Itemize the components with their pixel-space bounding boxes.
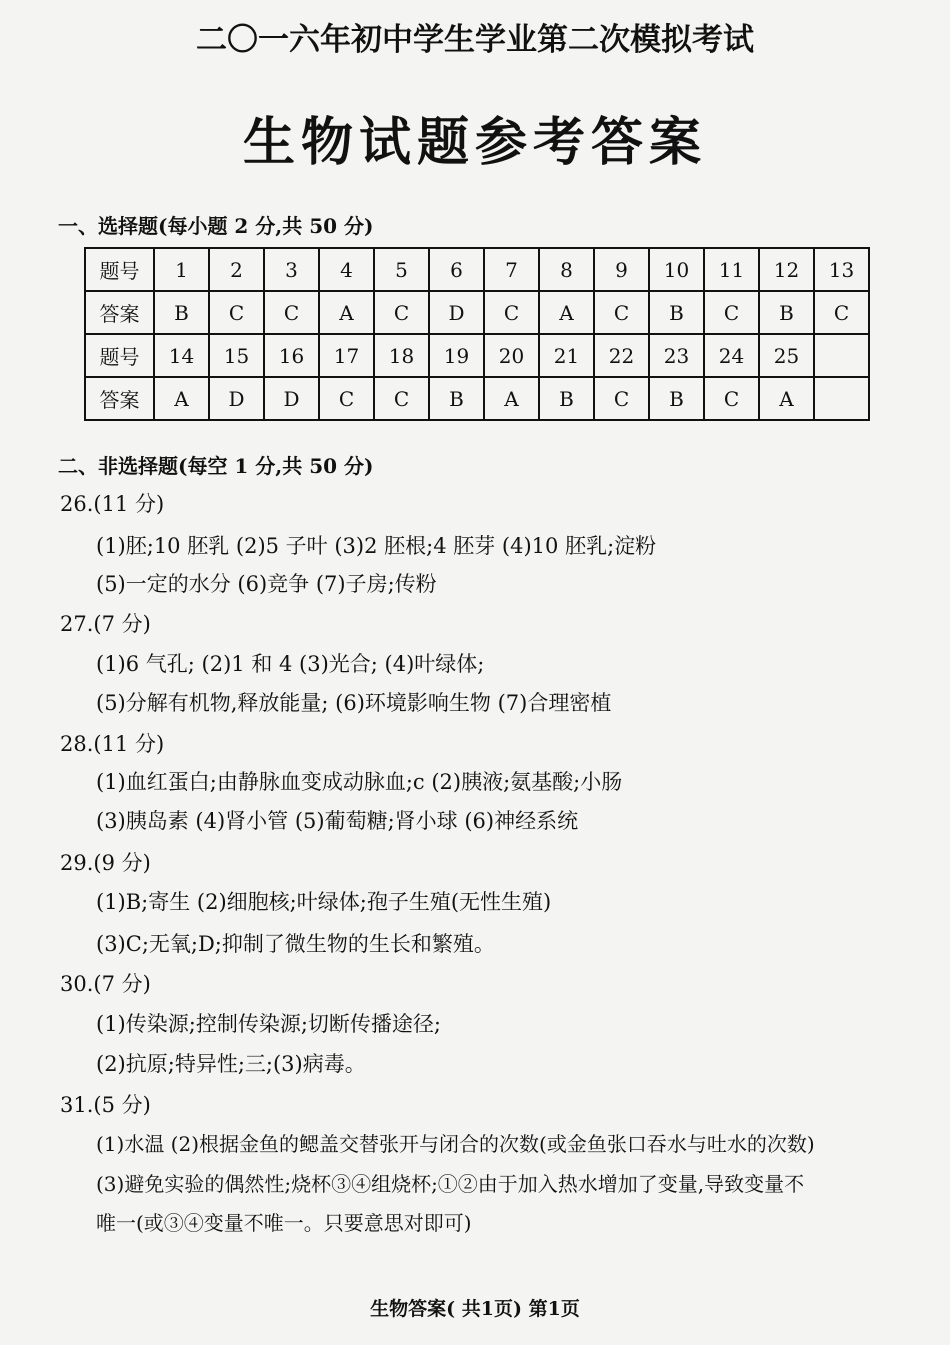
question-number: 23 [649,334,704,377]
page-title: 生物试题参考答案 [242,112,707,173]
answer-line: (2)抗原;特异性;三;(3)病毒。 [96,1052,366,1076]
answer-line: (3)避免实验的偶然性;烧杯③④组烧杯;①②由于加入热水增加了变量,导致变量不 [96,1172,805,1196]
exam-title: 二〇一六年初中学生学业第二次模拟考试 [196,22,754,58]
page-footer: 生物答案( 共1页) 第1页 [370,1298,580,1320]
question-number: 10 [649,248,704,291]
answer-cell: C [594,377,649,420]
row-label: 答案 [85,291,154,334]
answer-cell: B [154,291,209,334]
question-number: 5 [374,248,429,291]
answer-cell: B [429,377,484,420]
question-number: 4 [319,248,374,291]
question-number: 12 [759,248,814,291]
answer-line: (1)血红蛋白;由静脉血变成动脉血;c (2)胰液;氨基酸;小肠 [96,770,623,794]
question-number: 8 [539,248,594,291]
answer-cell: C [209,291,264,334]
question-number: 22 [594,334,649,377]
question-number [814,334,869,377]
question-number: 9 [594,248,649,291]
answer-line: (3)胰岛素 (4)肾小管 (5)葡萄糖;肾小球 (6)神经系统 [96,809,579,833]
row-label: 题号 [85,334,154,377]
question-number: 13 [814,248,869,291]
table-row [85,334,869,377]
question-title: 29.(9 分) [60,851,151,875]
row-label: 答案 [85,377,154,420]
question-number: 11 [704,248,759,291]
question-number: 6 [429,248,484,291]
answer-cell: B [759,291,814,334]
question-number: 2 [209,248,264,291]
answer-cell: C [704,291,759,334]
question-number: 17 [319,334,374,377]
answer-cell: A [484,377,539,420]
answer-cell: C [814,291,869,334]
section1-heading: 一、选择题(每小题 2 分,共 50 分) [58,214,374,238]
question-number: 24 [704,334,759,377]
question-number: 3 [264,248,319,291]
answer-line: (1)水温 (2)根据金鱼的鳃盖交替张开与闭合的次数(或金鱼张口吞水与吐水的次数) [96,1132,815,1156]
section2-heading: 二、非选择题(每空 1 分,共 50 分) [58,454,374,478]
question-number: 18 [374,334,429,377]
answer-line: (5)一定的水分 (6)竞争 (7)子房;传粉 [96,572,437,596]
question-number: 7 [484,248,539,291]
question-number: 20 [484,334,539,377]
row-label: 题号 [85,248,154,291]
answer-line: (1)6 气孔; (2)1 和 4 (3)光合; (4)叶绿体; [96,652,485,676]
question-title: 27.(7 分) [60,612,151,636]
table-row [85,377,869,420]
answer-cell: B [649,377,704,420]
answer-line: (3)C;无氧;D;抑制了微生物的生长和繁殖。 [96,932,495,956]
answer-cell: A [154,377,209,420]
answer-cell: B [539,377,594,420]
answer-cell: D [429,291,484,334]
answer-line: (1)B;寄生 (2)细胞核;叶绿体;孢子生殖(无性生殖) [96,890,552,914]
question-number: 1 [154,248,209,291]
question-number: 19 [429,334,484,377]
answer-cell: C [264,291,319,334]
question-title: 26.(11 分) [60,492,165,516]
answer-cell: A [759,377,814,420]
answer-cell [814,377,869,420]
question-number: 14 [154,334,209,377]
answer-cell: A [539,291,594,334]
question-title: 31.(5 分) [60,1093,151,1117]
answer-cell: C [704,377,759,420]
answer-cell: C [374,377,429,420]
question-number: 15 [209,334,264,377]
table-row [85,291,869,334]
question-title: 28.(11 分) [60,732,165,756]
answer-line: (5)分解有机物,释放能量; (6)环境影响生物 (7)合理密植 [96,691,612,715]
answer-line: (1)传染源;控制传染源;切断传播途径; [96,1012,441,1036]
answer-cell: D [209,377,264,420]
question-number: 21 [539,334,594,377]
answer-cell: D [264,377,319,420]
answer-cell: C [374,291,429,334]
table-row [85,248,869,291]
answer-table [84,247,870,421]
question-number: 16 [264,334,319,377]
answer-cell: C [484,291,539,334]
answer-line: 唯一(或③④变量不唯一。只要意思对即可) [96,1211,472,1235]
answer-cell: C [594,291,649,334]
answer-cell: A [319,291,374,334]
question-number: 25 [759,334,814,377]
question-title: 30.(7 分) [60,972,151,996]
answer-cell: C [319,377,374,420]
answer-cell: B [649,291,704,334]
answer-line: (1)胚;10 胚乳 (2)5 子叶 (3)2 胚根;4 胚芽 (4)10 胚乳;淀粉 [96,534,657,558]
